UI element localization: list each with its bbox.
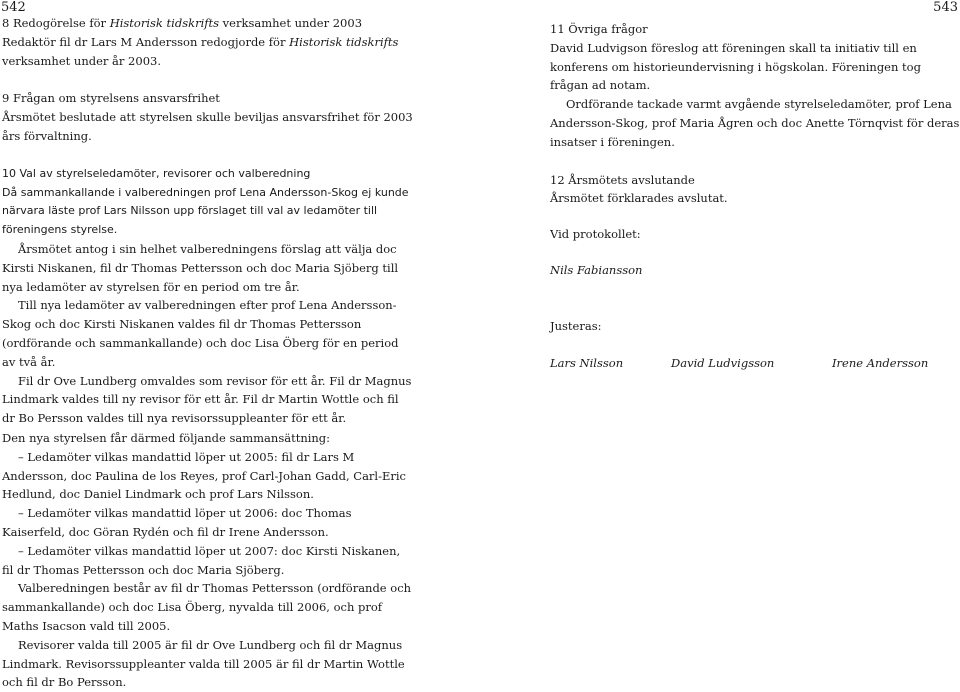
page-number-left: 542 [1, 0, 26, 15]
section-12-text: Årsmötet förklarades avslutat. [550, 191, 728, 206]
heading-text: 8 Redogörelse för [2, 16, 110, 30]
section-9-heading: 9 Frågan om styrelsens ansvarsfrihet [2, 91, 220, 106]
adjuster-signature: Irene Andersson [832, 356, 929, 370]
protocol-signature: Nils Fabiansson [550, 263, 643, 277]
section-11-paragraph: Ordförande tackade varmt avgående styrelseledamöter, prof Lena Andersson-Skog, prof Maria Ågren och doc Anette Törnqvist för deras insatser i föreningen. [550, 97, 960, 149]
right-column [550, 20, 960, 208]
composition-item: – Ledamöter vilkas mandattid löper ut 2006: doc Thomas Kaiserfeld, doc Göran Rydén och fil dr Irene Andersson. [2, 506, 352, 539]
section-11-paragraph: David Ludvigson föreslog att föreningen skall ta initiativ till en konferens om historieundervisning i högskolan. Föreningen tog frågan ad notam. [550, 40, 921, 93]
protocol-label: Vid protokollet: [550, 227, 641, 241]
left-column [2, 14, 414, 428]
auditors-text: Revisorer valda till 2005 är fil dr Ove Lundberg och fil dr Magnus Lindmark. Revisorssuppleanter valda till 2005 är fil dr Martin Wottle och fil dr Bo Persson. [2, 637, 405, 690]
section-8-text [2, 33, 414, 71]
section-9-text: Årsmötet beslutade att styrelsen skulle beviljas ansvarsfrihet för 2003 års förvaltning. [2, 110, 413, 143]
adjuster-signature: David Ludvigsson [671, 356, 775, 370]
section-10-paragraph: Då sammankallande i valberedningen prof Lena Andersson-Skog ej kunde närvara läste prof Lars Nilsson upp förslaget till val av ledamöter till föreningens styrelse. [2, 185, 409, 237]
nomination-committee-text: Valberedningen består av fil dr Thomas Pettersson (ordförande och sammankallande) och doc Lisa Öberg, nyvalda till 2006, och prof Maths Isacson vald till 2005. [2, 581, 412, 633]
composition-intro: Den nya styrelsen får därmed följande sammansättning: [2, 431, 331, 445]
adjusted-label: Justeras: [550, 319, 602, 333]
journal-title: Historisk tidskrifts [289, 34, 399, 49]
section-10-paragraph: Årsmötet antog i sin helhet valberedningens förslag att välja doc Kirsti Niskanen, fil dr Thomas Pettersson och doc Maria Sjöberg till nya ledamöter av styrelsen för en period om tre år. [2, 241, 399, 294]
journal-title: Historisk tidskrifts [109, 16, 220, 30]
section-10-paragraph: Fil dr Ove Lundberg omvaldes som revisor för ett år. Fil dr Magnus Lindmark valdes till ny revisor för ett år. Fil dr Martin Wottle och fil dr Bo Persson valdes till nya revisorssuppleanter för ett år. [2, 373, 412, 426]
section-10-paragraph: Till nya ledamöter av valberedningen efter prof Lena Andersson-Skog och doc Kirsti Niskanen valdes fil dr Thomas Pettersson (ordförande och sammankallande) och doc Lisa Öberg för en period av två år. [2, 298, 399, 369]
section-10-heading: 10 Val av styrelseledamöter, revisorer och valberedning [2, 166, 311, 180]
composition-section [2, 429, 414, 692]
section-8-heading [2, 14, 414, 33]
heading-text: verksamhet under 2003 [219, 16, 363, 30]
body-text: Redaktör fil dr Lars M Andersson redogjorde för [2, 34, 290, 49]
composition-item: – Ledamöter vilkas mandattid löper ut 2005: fil dr Lars M Andersson, doc Paulina de los Reyes, prof Carl-Johan Gadd, Carl-Eric Hedlund, doc Daniel Lindmark och prof Lars Nilsson. [2, 449, 406, 502]
adjuster-signature: Lars Nilsson [550, 356, 624, 370]
page-number-right: 543 [933, 0, 958, 15]
section-11-heading: 11 Övriga frågor [550, 22, 648, 36]
body-text: verksamhet under år 2003. [2, 53, 161, 68]
section-12-heading: 12 Årsmötets avslutande [550, 172, 695, 187]
composition-item: – Ledamöter vilkas mandattid löper ut 2007: doc Kirsti Niskanen, fil dr Thomas Pettersson och doc Maria Sjöberg. [2, 543, 401, 577]
